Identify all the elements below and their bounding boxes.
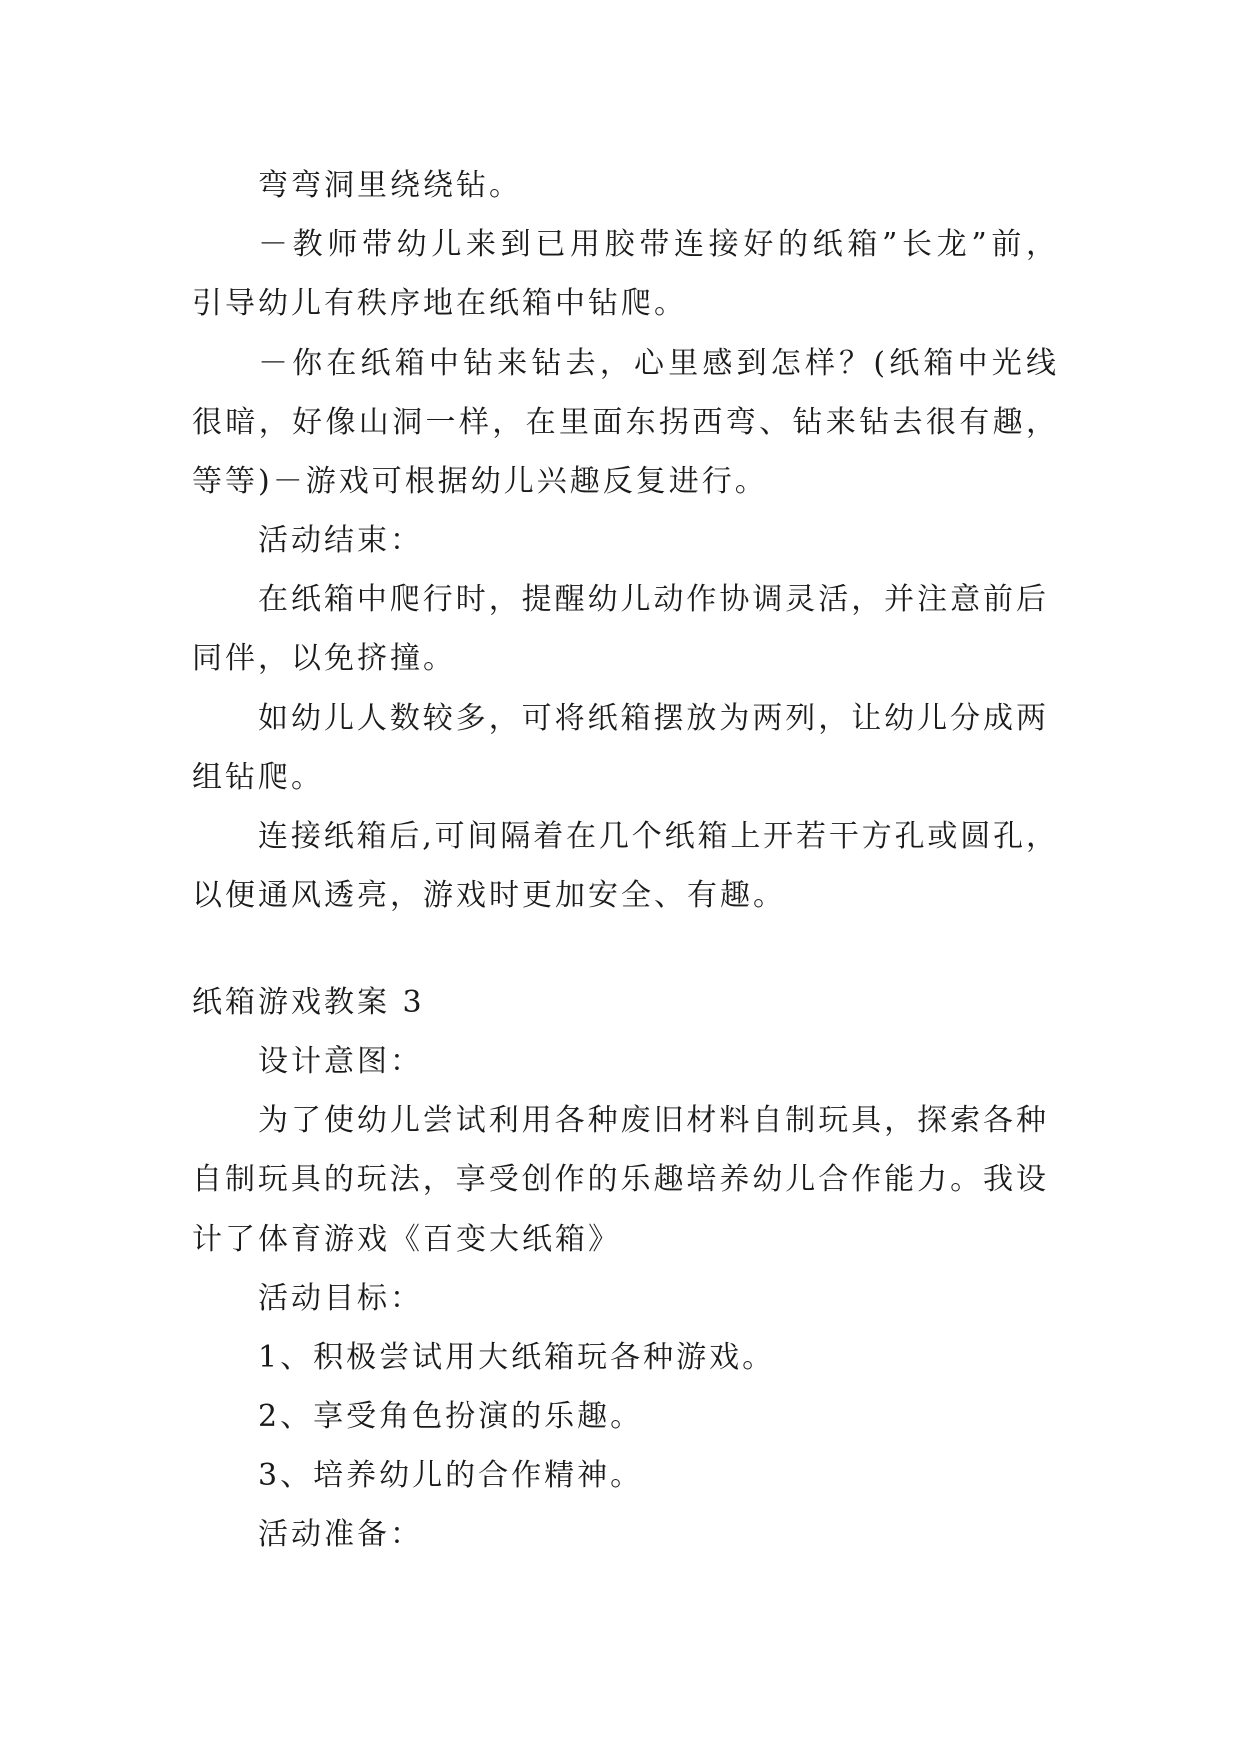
paragraph-line: －教师带幼儿来到已用胶带连接好的纸箱”长龙”前，	[258, 227, 1058, 262]
section-heading: 活动目标：	[258, 1281, 423, 1316]
paragraph-line: 引导幼儿有秩序地在纸箱中钻爬。	[192, 286, 687, 321]
paragraph-line: 连接纸箱后,可间隔着在几个纸箱上开若干方孔或圆孔，	[258, 819, 1058, 854]
document-title: 纸箱游戏教案 3	[192, 985, 425, 1020]
section-heading: 设计意图：	[258, 1044, 423, 1079]
section-heading: 活动准备：	[258, 1517, 423, 1552]
list-item: 1、积极尝试用大纸箱玩各种游戏。	[258, 1340, 776, 1375]
paragraph-line: 如幼儿人数较多，可将纸箱摆放为两列，让幼儿分成两	[258, 701, 1048, 736]
section-heading: 活动结束：	[258, 523, 423, 558]
paragraph-line: 同伴，以免挤撞。	[192, 641, 456, 676]
paragraph-line: －你在纸箱中钻来钻去，心里感到怎样？(纸箱中光线	[258, 346, 1058, 381]
paragraph-line: 等等)－游戏可根据幼儿兴趣反复进行。	[192, 464, 768, 499]
list-item: 2、享受角色扮演的乐趣。	[258, 1399, 644, 1434]
paragraph-line: 组钻爬。	[192, 760, 324, 795]
paragraph-line: 以便通风透亮，游戏时更加安全、有趣。	[192, 878, 786, 913]
paragraph-line: 自制玩具的玩法，享受创作的乐趣培养幼儿合作能力。我设	[192, 1162, 1048, 1197]
paragraph-line: 为了使幼儿尝试利用各种废旧材料自制玩具，探索各种	[258, 1103, 1048, 1138]
list-item: 3、培养幼儿的合作精神。	[258, 1458, 644, 1493]
paragraph-line: 弯弯洞里绕绕钻。	[258, 168, 522, 203]
paragraph-line: 很暗，好像山洞一样，在里面东拐西弯、钻来钻去很有趣，	[192, 405, 1058, 440]
paragraph-line: 在纸箱中爬行时，提醒幼儿动作协调灵活，并注意前后	[258, 582, 1048, 617]
paragraph-line: 计了体育游戏《百变大纸箱》	[192, 1222, 621, 1257]
